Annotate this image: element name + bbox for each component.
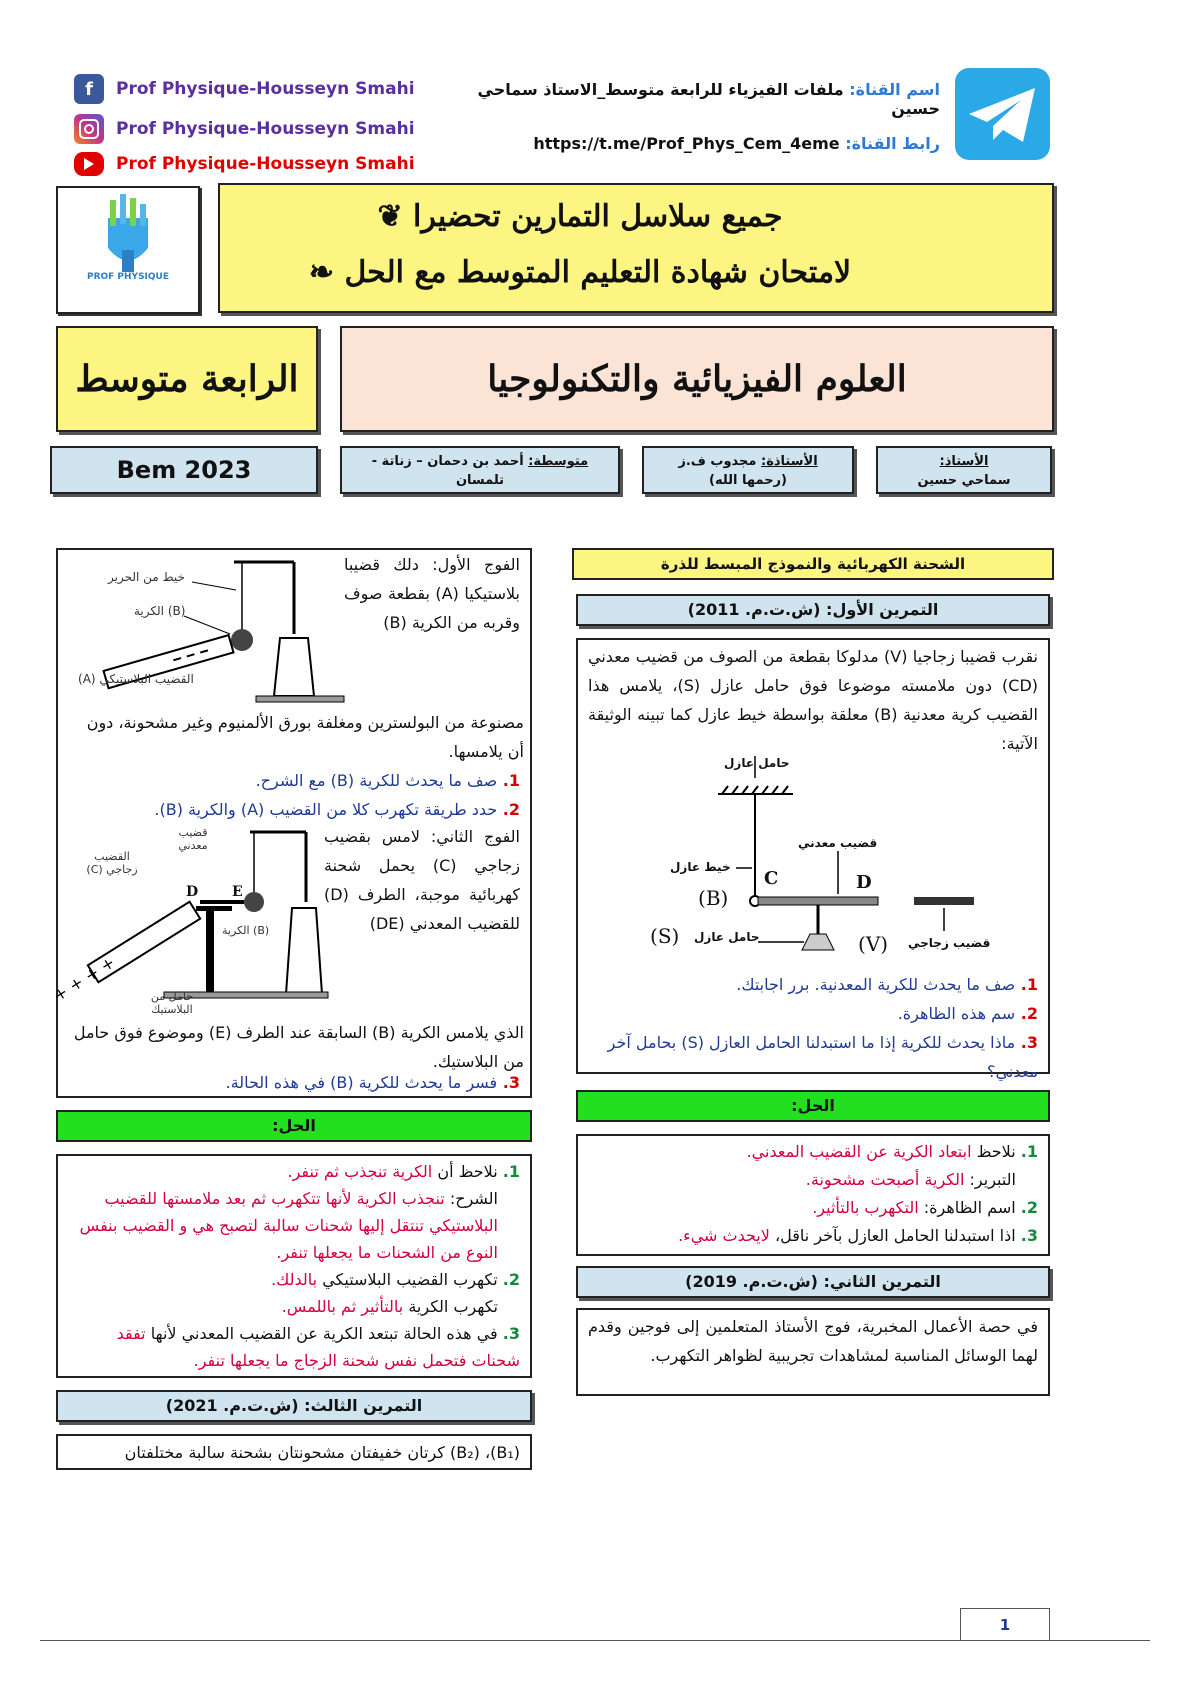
sol1-line1 (588, 1138, 1038, 1166)
page-number (960, 1608, 1050, 1640)
sol1-line2-a: التبرير: (964, 1170, 1016, 1189)
ex1-solution-header (576, 1090, 1050, 1122)
sol2-line5 (68, 1320, 520, 1374)
group2-text: الفوج الثاني: لامس بقضيب زجاجي (C) يحمل شحنة كهربائية موجبة، الطرف (D) للقضيب المعدني (DE) (324, 827, 521, 933)
fig1-d-label: D (856, 872, 872, 893)
banner-line1-text: جميع سلاسل التمارين تحضيرا (413, 199, 783, 234)
sol2-line4-b: بالتأثير ثم باللمس. (281, 1297, 404, 1316)
sol2-line4 (68, 1293, 520, 1320)
sol1-line4-num: 3. (1020, 1226, 1038, 1245)
sol1-line4-a: اذا استبدلنا الحامل العازل بآخر ناقل، (769, 1226, 1016, 1245)
fig3-stand-label: حامل من البلاستيك (150, 990, 194, 1016)
sol2-line4-a: تكهرب الكرية (403, 1297, 498, 1316)
channel-name (430, 80, 940, 118)
sol2-line2-a: الشرح: (444, 1189, 498, 1208)
ex1-title-text: التمرين الأول: (ش.ت.م. 2011) (687, 600, 939, 619)
fig1-thread-label: خيط عازل (670, 860, 731, 874)
teacher-box (876, 446, 1052, 494)
sol2-line2-b: تنجذب الكرية لأنها تتكهرب ثم بعد ملامستها للقضيب البلاستيكي تنتقل إليها شحنات سالبة لتصبح هي و القضيب بنفس النوع من الشحنات ما يجعلها تنفر. (79, 1189, 498, 1262)
channel-name-value: ملفات الفيزياء للرابعة متوسط_الاستاذ سماحي حسين (477, 80, 940, 118)
sol2-line3-a: تكهرب القضيب البلاستيكي (317, 1270, 498, 1289)
ex1-solution-label: الحل: (791, 1096, 835, 1115)
fig3-ball-label: (B) الكرية (222, 924, 270, 937)
school-box (340, 446, 620, 494)
ex1-text: نقرب قضيبا زجاجيا (V) مدلوكا بقطعة من الصوف من قضيب معدني (CD) دون ملامسته موضوعا فوق حامل عازل (S)، يلامس هذا القضيب كرية معدنية (B) معلقة بواسطة خيط عازل كما تبينه الوثيقة الآتية: (588, 647, 1039, 753)
ex1-q1-text: صف ما يحدث للكرية المعدنية. برر اجابتك. (736, 975, 1016, 994)
group2-text2: الذي يلامس الكرية (B) السابقة عند الطرف (E) وموضوع فوق حامل من البلاستيك. (73, 1023, 524, 1071)
sol1-line1-b: ابتعاد الكرية عن القضيب المعدني. (746, 1142, 972, 1161)
banner-line2 (220, 255, 940, 290)
youtube-row[interactable] (74, 152, 415, 176)
sol2-line2 (68, 1185, 520, 1266)
telegram-icon[interactable] (955, 68, 1050, 160)
school-name: أحمد بن دحمان – زناتة - (371, 454, 524, 469)
sol1-line3-num: 2. (1020, 1198, 1038, 1217)
sol2-line1-num: 1. (502, 1162, 520, 1181)
channel-link-label: رابط القناة: (845, 134, 940, 153)
sol1-line3 (588, 1194, 1038, 1222)
left-solution-label: الحل: (272, 1116, 316, 1135)
channel-link[interactable] (500, 134, 940, 153)
ex1-box (576, 638, 1050, 1081)
ex1-q2: 2. سم هذه الظاهرة. (897, 1004, 1038, 1023)
g2-question: 3. فسر ما يحدث للكرية (B) في هذه الحالة. (225, 1073, 520, 1092)
ex3-title (56, 1390, 532, 1422)
g1-q1-text: صف ما يحدث للكرية (B) مع الشرح. (255, 771, 498, 790)
teacher2-name: مجدوب ف.ز (678, 454, 757, 469)
fig3-metal-label: قضيب معدني (178, 826, 208, 852)
g2-question-text: فسر ما يحدث للكرية (B) في هذه الحالة. (225, 1073, 498, 1092)
ex2-title-text: التمرين الثاني: (ش.ت.م. 2019) (685, 1272, 941, 1291)
sol1-line3-b: التكهرب بالتأثير. (812, 1198, 919, 1217)
sol1-line1-num: 1. (1020, 1142, 1038, 1161)
group1-text: الفوج الأول: دلك قضيبا بلاستيكيا (A) بقطعة صوف وقربه من الكرية (B) (344, 555, 520, 632)
svg-text:+ + + +: + + + + (49, 952, 119, 1006)
banner-line1 (220, 199, 940, 234)
school-city: تلمسان (455, 473, 505, 488)
sol2-line5-num: 3. (502, 1324, 520, 1343)
topic-box (572, 548, 1054, 580)
ex1-q1: 1. صف ما يحدث للكرية المعدنية. برر اجابتك. (736, 975, 1038, 994)
level-text: الرابعة متوسط (75, 358, 299, 400)
teacher-label: الأستاذ: (939, 454, 989, 469)
sol1-line1-a: نلاحظ (971, 1142, 1016, 1161)
exam-box (50, 446, 318, 494)
logo-box (56, 186, 200, 314)
banner-line2-text: لامتحان شهادة التعليم المتوسط مع الحل (344, 255, 852, 290)
ex2-box (576, 1308, 1050, 1396)
fig3-e-label: E (232, 884, 243, 900)
youtube-label: Prof Physique-Housseyn Smahi (116, 154, 415, 174)
decor-left-icon: ❦ (377, 199, 403, 234)
page-number-text: 1 (999, 1616, 1011, 1634)
fig1-glass-label: قضيب زجاجي (908, 936, 991, 950)
topic-text: الشحنة الكهربائية والنموذج المبسط للذرة (660, 555, 966, 573)
sol1-line4-b: لايحدث شيء. (678, 1226, 770, 1245)
fig1-stand-label: حامل عازل (694, 930, 760, 944)
sol2-line1 (68, 1158, 520, 1185)
banner (218, 183, 1054, 313)
group1-text2: مصنوعة من البولسترين ومغلفة بورق الألمنيوم وغير مشحونة، دون أن يلامسها. (86, 713, 524, 761)
ex1-q3-text: ماذا يحدث للكرية إذا ما استبدلنا الحامل العازل (S) بحامل آخر معدني؟ (607, 1033, 1038, 1081)
sol2-line5-b: تفقد شحنات فتحمل نفس شحنة الزجاج ما يجعلها تنفر. (116, 1324, 520, 1370)
fig3-glass-label: القضيب زجاجي (C) (86, 850, 138, 876)
fig1-v-label: (V) (858, 932, 889, 956)
left-solution-box (56, 1154, 532, 1378)
sol1-line4 (588, 1222, 1038, 1250)
footer-rule (40, 1640, 1150, 1641)
sol2-line3-num: 2. (502, 1270, 520, 1289)
sol2-line3-b: بالدلك. (271, 1270, 318, 1289)
fig2-ball-label: (B) الكرية (134, 604, 186, 618)
sol2-line1-a: نلاحظ أن (432, 1162, 498, 1181)
level-box (56, 326, 318, 432)
logo-text: PROF PHYSIQUE (86, 272, 170, 282)
channel-name-label: اسم القناة: (849, 80, 940, 99)
g1-q2-text: حدد طريقة تكهرب كلا من القضيب (A) والكرية (B). (154, 800, 498, 819)
youtube-icon (74, 152, 104, 176)
facebook-label: Prof Physique-Housseyn Smahi (116, 79, 415, 99)
teacher2-box (642, 446, 854, 494)
facebook-icon: f (74, 74, 104, 104)
teacher2-note: (رحمها الله) (709, 473, 787, 488)
fig2-thread-label: خيط من الحرير (108, 570, 185, 584)
ex1-title (576, 594, 1050, 626)
sol1-line2-b: الكرية أصبحت مشحونة. (805, 1170, 965, 1189)
teacher2-label: الأستاذة: (761, 454, 818, 469)
instagram-label: Prof Physique-Housseyn Smahi (116, 119, 415, 139)
group1-questions (64, 766, 520, 824)
ex1-q2-text: سم هذه الظاهرة. (897, 1004, 1016, 1023)
sol2-line3 (68, 1266, 520, 1293)
sol2-line1-b: الكرية تنجذب ثم تنفر. (287, 1162, 433, 1181)
ex1-q3: 3. ماذا يحدث للكرية إذا ما استبدلنا الحامل العازل (S) بحامل آخر معدني؟ (607, 1033, 1038, 1081)
sol1-line3-a: اسم الظاهرة: (918, 1198, 1016, 1217)
left-solution-header (56, 1110, 532, 1142)
subject-box (340, 326, 1054, 432)
ex1-questions (588, 970, 1038, 1086)
fig1-rod-label: قضيب معدني (798, 836, 878, 850)
ex3-title-text: التمرين الثالث: (ش.ت.م. 2021) (165, 1396, 423, 1415)
channel-link-value[interactable]: https://t.me/Prof_Phys_Cem_4eme (533, 134, 840, 153)
g1-q2: 2. حدد طريقة تكهرب كلا من القضيب (A) والكرية (B). (154, 800, 520, 819)
exam-text: Bem 2023 (116, 456, 252, 484)
fig2-rod-label: القضيب البلاستيكي (A) (78, 672, 194, 686)
subject-text: العلوم الفيزيائية والتكنولوجيا (487, 358, 907, 400)
school-label: متوسطة: (528, 454, 589, 469)
g1-q1: 1. صف ما يحدث للكرية (B) مع الشرح. (255, 771, 520, 790)
fig1-s-label: (S) (650, 924, 680, 948)
ex3-box (56, 1434, 532, 1470)
left-ex-box (49, 548, 532, 1098)
instagram-icon (74, 114, 104, 144)
ex1-solution-box (576, 1134, 1050, 1256)
fig1-c-label: C (764, 868, 779, 889)
sol2-line5-a: في هذه الحالة تبتعد الكرية عن القضيب المعدني لأنها (145, 1324, 498, 1343)
fig1-b-label: (B) (698, 886, 729, 910)
fig3-d-label: D (186, 884, 199, 900)
ex2-text: في حصة الأعمال المخبرية، فوج الأستاذ المتعلمين إلى فوجين وقدم لهما الوسائل المناسبة لمشاهدات تجريبية لظواهر التكهرب. (588, 1317, 1038, 1365)
teacher-name: سماحي حسين (917, 473, 1011, 488)
ex2-title (576, 1266, 1050, 1298)
decor-right-icon: ❧ (308, 255, 334, 290)
sol1-line2 (588, 1166, 1038, 1194)
prof-physique-logo (58, 188, 198, 312)
ex3-text: (B₁)، (B₂) كرتان خفيفتان مشحونتان بشحنة سالبة مختلفتان (124, 1443, 520, 1462)
facebook-row[interactable] (74, 74, 415, 104)
instagram-row[interactable] (74, 114, 415, 144)
fig1-support-label: حامل عازل (724, 756, 790, 770)
